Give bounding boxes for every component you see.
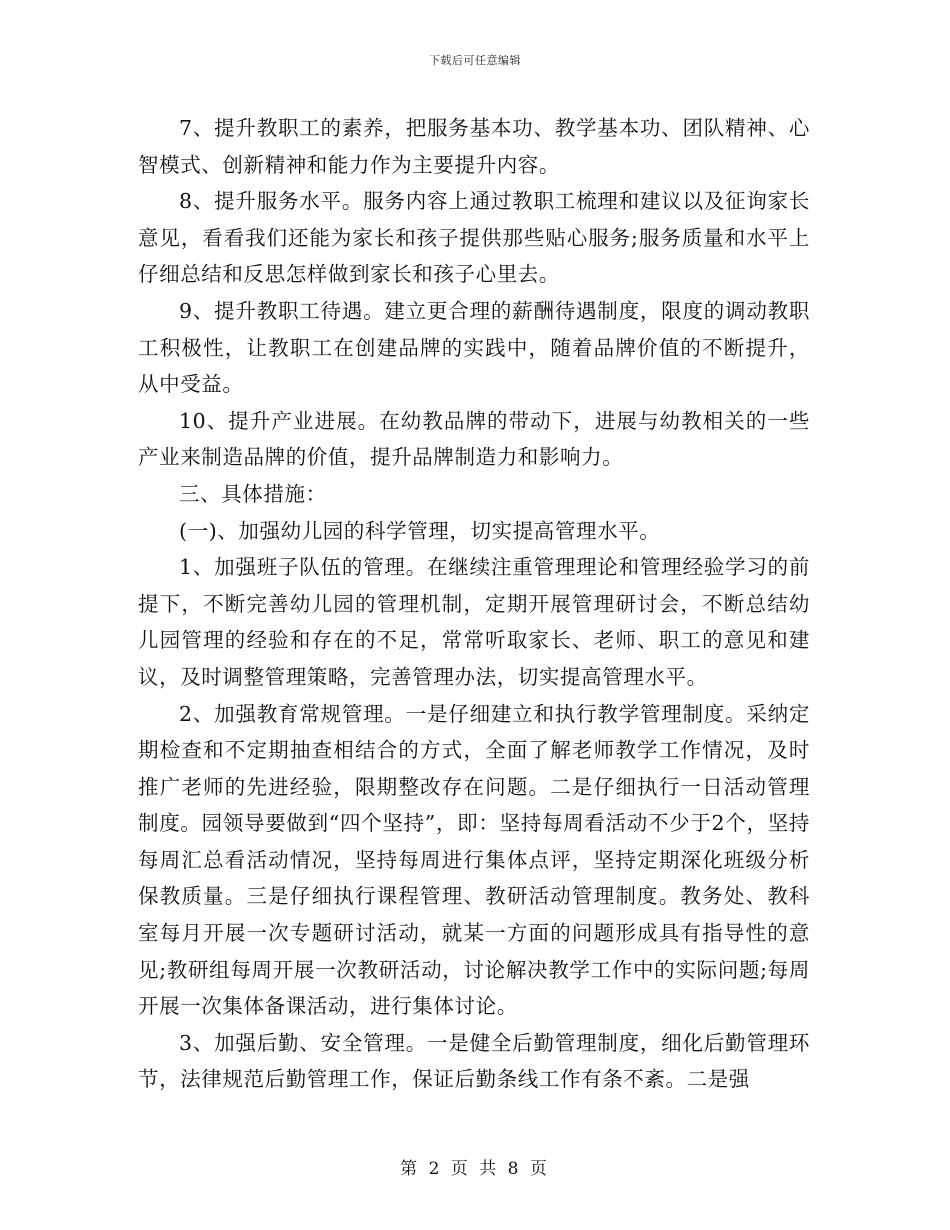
- page-number: 第 2 页 共 8 页: [400, 1159, 550, 1179]
- page-header: 下载后可任意编辑: [429, 54, 521, 67]
- paragraph-item-9: 9、提升教职工待遇。建立更合理的薪酬待遇制度，限度的调动教职工积极性，让教职工在创建品牌的实践中，随着品牌价值的不断提升，从中受益。: [138, 298, 810, 397]
- paragraph-measure-1: 1、加强班子队伍的管理。在继续注重管理理论和管理经验学习的前提下，不断完善幼儿园的管理机制，定期开展管理研讨会，不断总结幼儿园管理的经验和存在的不足，常常听取家长、老师、职工的意见和建议，及时调整管理策略，完善管理办法，切实提高管理水平。: [138, 555, 810, 689]
- subsection-heading-management: (一)、加强幼儿园的科学管理，切实提高管理水平。: [179, 518, 661, 543]
- paragraph-measure-2: 2、加强教育常规管理。一是仔细建立和执行教学管理制度。采纳定期检查和不定期抽查相结合的方式，全面了解老师教学工作情况，及时推广老师的先进经验，限期整改存在问题。二是仔细执行一日活动管理制度。园领导要做到“四个坚持”，即：坚持每周看活动不少于2个，坚持每周汇总看活动情况，坚持每周进行集体点评，坚持定期深化班级分析保教质量。三是仔细执行课程管理、教研活动管理制度。教务处、教科室每月开展一次专题研讨活动，就某一方面的问题形成具有指导性的意见;教研组每周开展一次教研活动，讨论解决教学工作中的实际问题;每周开展一次集体备课活动，进行集体讨论。: [138, 701, 810, 1019]
- document-body: [138, 110, 810, 1098]
- paragraph-measure-3: 3、加强后勤、安全管理。一是健全后勤管理制度，细化后勤管理环节，法律规范后勤管理工作，保证后勤条线工作有条不紊。二是强: [138, 1030, 810, 1092]
- paragraph-item-8: 8、提升服务水平。服务内容上通过教职工梳理和建议以及征询家长意见，看看我们还能为家长和孩子提供那些贴心服务;服务质量和水平上仔细总结和反思怎样做到家长和孩子心里去。: [138, 189, 810, 287]
- paragraph-item-7: 7、提升教职工的素养，把服务基本功、教学基本功、团队精神、心智模式、创新精神和能力作为主要提升内容。: [138, 116, 810, 177]
- paragraph-item-10: 10、提升产业进展。在幼教品牌的带动下，进展与幼教相关的一些产业来制造品牌的价值，提升品牌制造力和影响力。: [138, 408, 810, 470]
- section-heading-measures: 三、具体措施：: [179, 481, 327, 506]
